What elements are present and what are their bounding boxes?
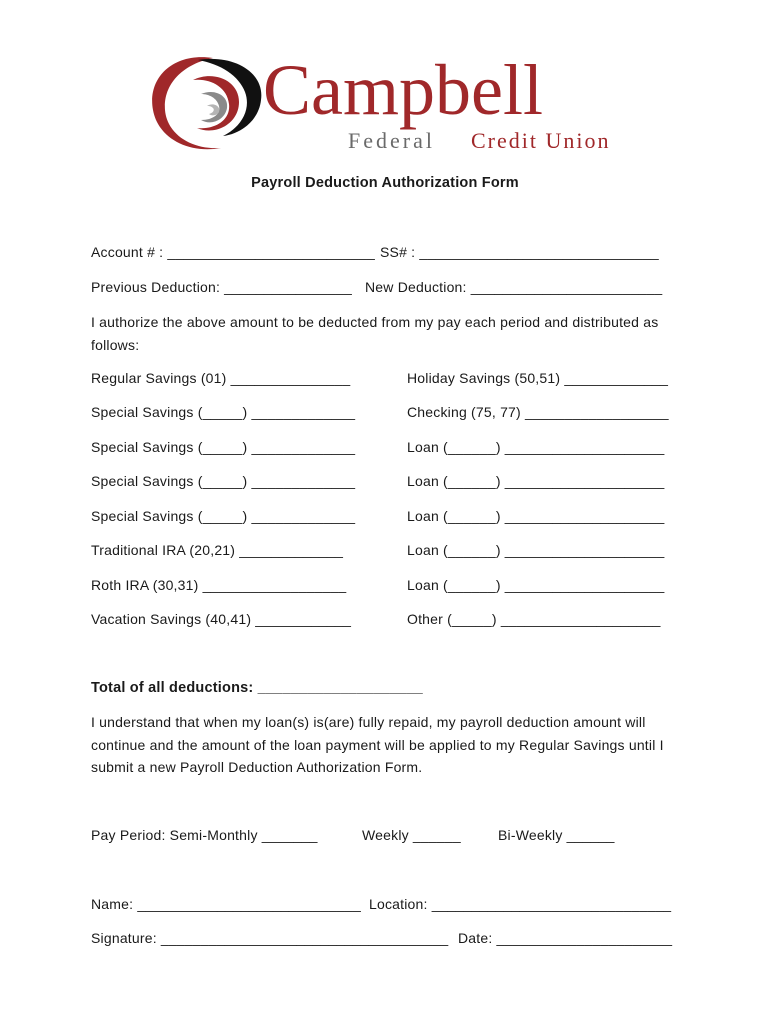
- pay-period-bi-weekly-field[interactable]: Bi-Weekly ______: [498, 827, 615, 843]
- loan-field[interactable]: Loan (______) ____________________: [407, 439, 665, 455]
- date-field[interactable]: Date: ______________________: [458, 930, 673, 946]
- other-field[interactable]: Other (_____) ____________________: [407, 611, 661, 627]
- logo-subtitle-federal: Federal: [348, 128, 435, 153]
- checking-field[interactable]: Checking (75, 77) __________________: [407, 404, 669, 420]
- authorization-intro: I authorize the above amount to be deducted from my pay each period and distributed as follows:: [91, 314, 659, 353]
- loan-field[interactable]: Loan (______) ____________________: [407, 577, 665, 593]
- special-savings-field[interactable]: Special Savings (_____) _____________: [91, 439, 356, 455]
- special-savings-field[interactable]: Special Savings (_____) _____________: [91, 508, 356, 524]
- roth-ira-field[interactable]: Roth IRA (30,31) __________________: [91, 577, 347, 593]
- previous-deduction-field[interactable]: Previous Deduction: ________________: [91, 279, 352, 295]
- new-deduction-field[interactable]: New Deduction: ________________________: [365, 279, 663, 295]
- loan-field[interactable]: Loan (______) ____________________: [407, 542, 665, 558]
- pay-period-weekly-field[interactable]: Weekly ______: [362, 827, 461, 843]
- pay-period-semi-monthly-field[interactable]: Pay Period: Semi-Monthly _______: [91, 827, 318, 843]
- loan-field[interactable]: Loan (______) ____________________: [407, 508, 665, 524]
- special-savings-field[interactable]: Special Savings (_____) _____________: [91, 404, 356, 420]
- signature-field[interactable]: Signature: ____________________________________: [91, 930, 449, 946]
- holiday-savings-field[interactable]: Holiday Savings (50,51) _____________: [407, 370, 669, 386]
- logo-wordmark: Campbell: [263, 50, 543, 130]
- loan-field[interactable]: Loan (______) ____________________: [407, 473, 665, 489]
- campbell-logo: [143, 50, 623, 158]
- ss-number-field[interactable]: SS# : ______________________________: [380, 244, 659, 260]
- repayment-notice: I understand that when my loan(s) is(are) fully repaid, my payroll deduction amount will continue and the amount of the loan payment will be applied to my Regular Savings until I submit a new Payroll Deduction Authorization Form.: [91, 714, 664, 775]
- regular-savings-field[interactable]: Regular Savings (01) _______________: [91, 370, 351, 386]
- traditional-ira-field[interactable]: Traditional IRA (20,21) _____________: [91, 542, 344, 558]
- name-field[interactable]: Name: ____________________________: [91, 896, 361, 912]
- special-savings-field[interactable]: Special Savings (_____) _____________: [91, 473, 356, 489]
- vacation-savings-field[interactable]: Vacation Savings (40,41) ____________: [91, 611, 352, 627]
- form-title: Payroll Deduction Authorization Form: [251, 175, 519, 191]
- swirl-logo-icon: [143, 50, 273, 158]
- total-deductions-field[interactable]: Total of all deductions: ____________________: [91, 680, 423, 696]
- account-number-field[interactable]: Account # : __________________________: [91, 244, 375, 260]
- logo-subtitle-credit-union: Credit Union: [471, 128, 611, 153]
- location-field[interactable]: Location: ______________________________: [369, 896, 672, 912]
